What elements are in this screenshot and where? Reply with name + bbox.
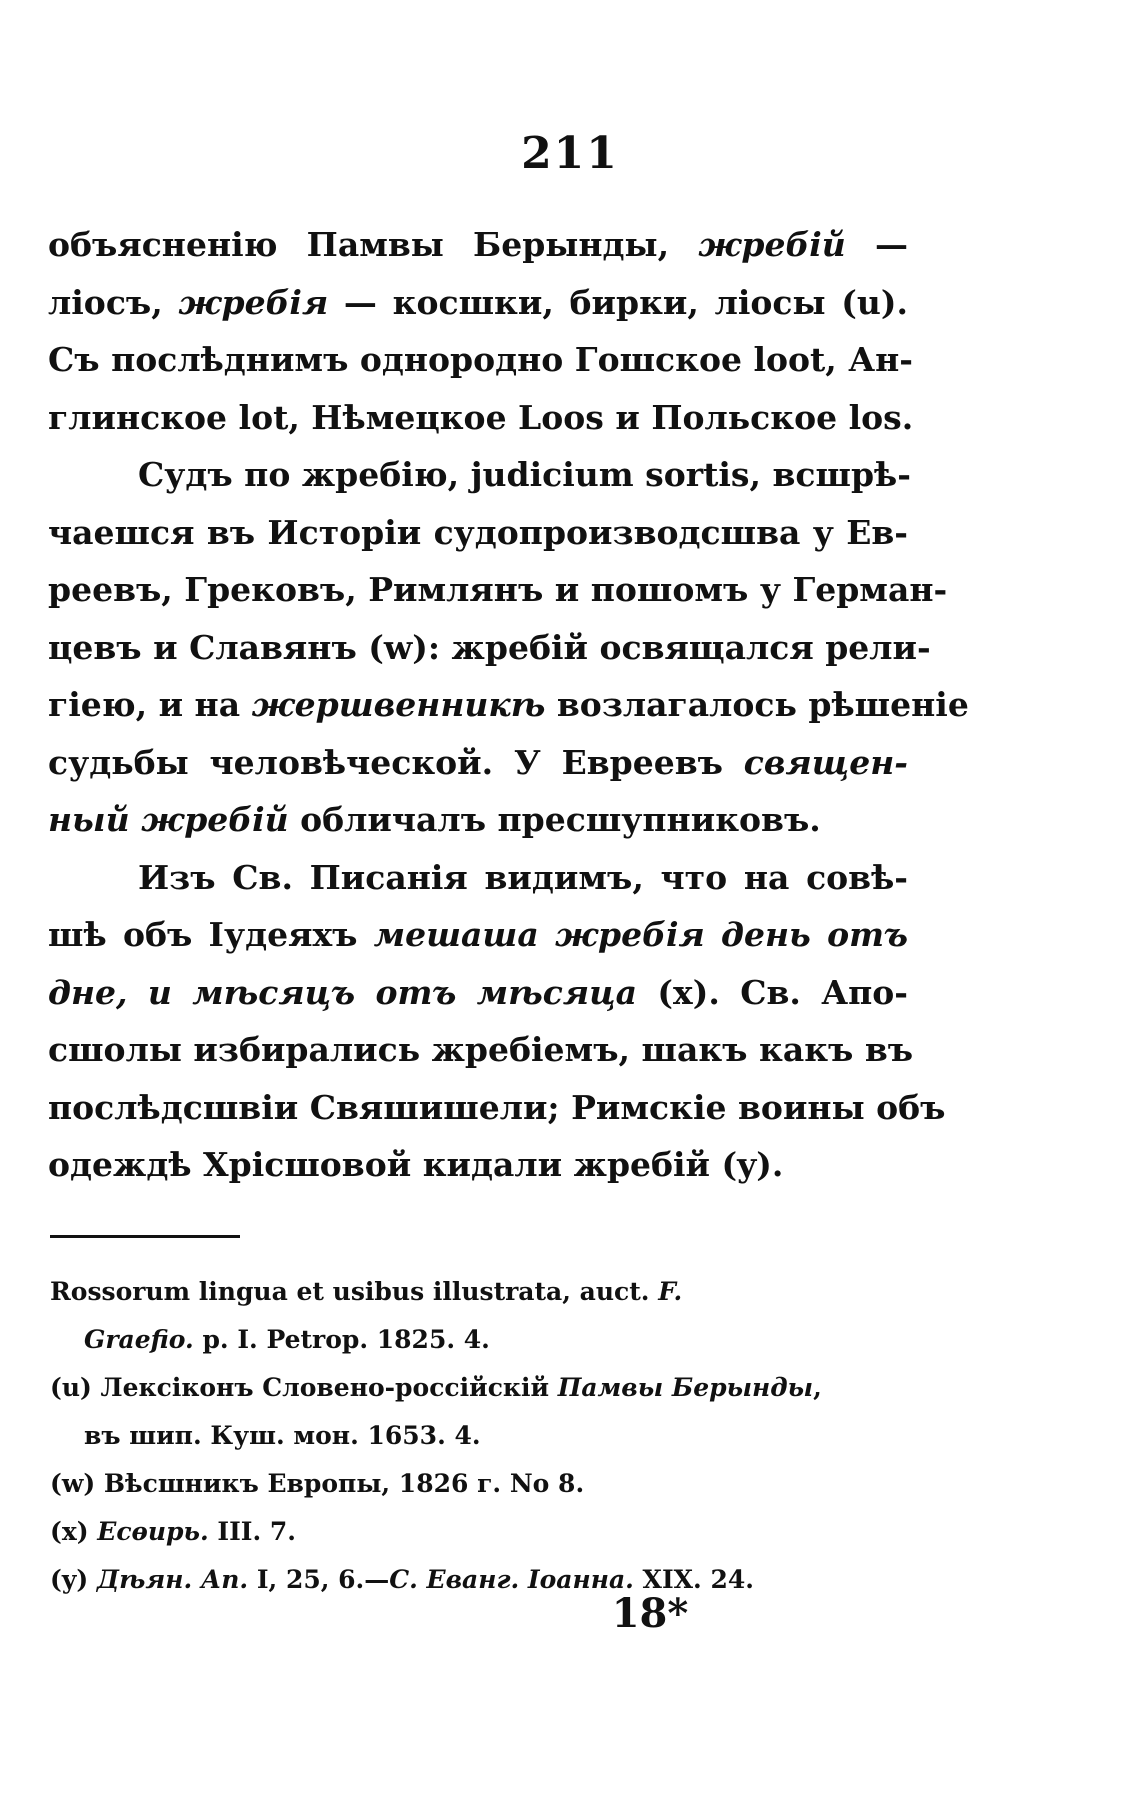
italic-text: жребія — [178, 282, 329, 322]
italic-text: Есѳирь. — [97, 1517, 209, 1546]
text-segment: I, 25, 6.— — [248, 1565, 390, 1594]
text-segment: судьбы человѣческой. У Евреевъ — [48, 742, 744, 782]
footnote-line — [50, 1316, 910, 1364]
text-segment: возлагалось рѣшеніе — [545, 685, 969, 724]
italic-text: F. — [658, 1277, 683, 1306]
footnote-line — [50, 1412, 910, 1460]
text-segment: Rossorum lingua et usibus illustrata, auct. — [50, 1277, 659, 1306]
text-segment: послѣдсшвіи Свяшишели; Римскіе воины объ — [48, 1087, 946, 1127]
text-line — [48, 504, 908, 562]
text-segment: чаешся въ Исторіи судопроизводсшва у Ев- — [48, 512, 908, 552]
text-segment: ліосъ, — [48, 282, 179, 322]
text-line — [48, 1079, 946, 1137]
text-line — [48, 331, 913, 389]
text-line — [48, 561, 948, 619]
text-segment: p. I. Petrop. 1825. 4. — [193, 1325, 490, 1354]
footnote-line — [50, 1268, 910, 1316]
footnote-line — [50, 1364, 910, 1412]
text-line — [48, 389, 914, 447]
text-segment: глинское lot, Нѣмецкое Loos и Польское los. — [48, 397, 914, 437]
italic-text: жребій — [698, 225, 846, 264]
footnote-line — [50, 1460, 910, 1508]
text-segment: цевъ и Славянъ (w): жребій освящался рели- — [48, 627, 931, 667]
text-segment: , — [813, 1373, 822, 1402]
text-segment: гіею, и на — [48, 685, 252, 724]
text-line — [48, 446, 911, 504]
main-text — [48, 216, 969, 1194]
page-number: 211 — [521, 128, 619, 179]
text-line — [48, 274, 908, 332]
text-segment: Судъ по жребію, judicium sortis, всшрѣ- — [138, 455, 911, 494]
text-line — [48, 619, 931, 677]
italic-text: ный жребій — [48, 800, 289, 839]
italic-text: жершвенникѣ — [251, 685, 546, 724]
text-line — [48, 964, 908, 1022]
italic-text: Graefio. — [84, 1325, 194, 1354]
text-line — [48, 216, 908, 274]
text-segment: объясненію Памвы Берынды, — [48, 225, 699, 264]
text-line — [48, 906, 908, 964]
italic-text: дне, и мѣсяцъ отъ мѣсяца — [48, 972, 638, 1012]
text-segment: XIX. 24. — [633, 1565, 754, 1594]
text-segment: — косшки, бирки, ліосы (u). — [328, 282, 908, 322]
text-segment: (x) — [50, 1517, 98, 1546]
italic-text: С. Еванг. Іоанна. — [389, 1565, 634, 1594]
text-segment: (u) Лексіконъ Словено-россійскій — [50, 1373, 558, 1402]
text-segment: обличалъ пресшупниковъ. — [288, 800, 821, 839]
footnotes — [50, 1268, 910, 1604]
footnote-divider — [50, 1235, 240, 1238]
footnote-line — [50, 1508, 910, 1556]
text-line — [48, 1136, 908, 1194]
text-line — [48, 676, 969, 734]
text-segment: Съ послѣднимъ однородно Гошское loot, Ан- — [48, 340, 913, 379]
text-segment: сшолы избирались жребіемъ, шакъ какъ въ — [48, 1030, 914, 1069]
italic-text: мешаша жребія день отъ — [373, 915, 908, 954]
text-segment: III. 7. — [208, 1517, 297, 1546]
printer-signature-mark: 18* — [611, 1590, 689, 1637]
text-segment: (x). Св. Апо- — [637, 972, 908, 1012]
text-line — [48, 734, 908, 792]
text-segment: (w) Вѣсшникъ Европы, 1826 г. No 8. — [50, 1469, 585, 1498]
text-segment: шѣ объ Іудеяхъ — [48, 915, 374, 954]
text-line — [48, 1021, 914, 1079]
text-segment: реевъ, Грековъ, Римлянъ и пошомъ у Герман- — [48, 570, 948, 609]
italic-text: священ- — [743, 742, 908, 782]
text-segment: въ шип. Куш. мон. 1653. 4. — [84, 1421, 481, 1450]
text-segment: одеждѣ Хрісшовой кидали жребій (y). — [48, 1145, 784, 1184]
text-segment: (y) — [50, 1565, 97, 1594]
italic-text: Памвы Берынды — [557, 1373, 814, 1402]
text-segment: — — [845, 225, 908, 264]
text-line — [48, 849, 908, 907]
text-segment: Изъ Св. Писанія видимъ, что на совѣ- — [138, 857, 908, 897]
italic-text: Дѣян. Ап. — [96, 1565, 249, 1594]
text-line — [48, 791, 908, 849]
